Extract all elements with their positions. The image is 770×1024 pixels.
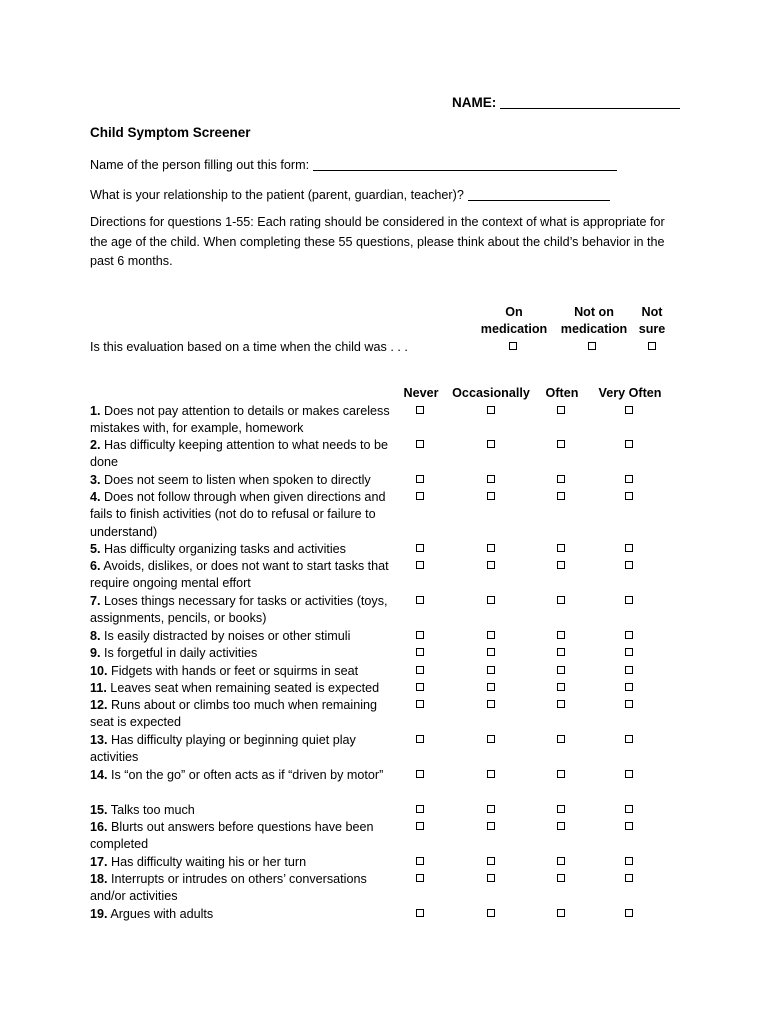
question-4	[90, 489, 390, 541]
question-number: 19.	[90, 907, 108, 921]
q16-checkbox-never[interactable]	[416, 822, 424, 830]
q1-checkbox-very-often[interactable]	[625, 406, 633, 414]
question-12	[90, 697, 390, 732]
question-2	[90, 437, 390, 472]
q10-checkbox-occasionally[interactable]	[487, 666, 495, 674]
relationship-row	[90, 186, 610, 204]
q4-checkbox-often[interactable]	[557, 492, 565, 500]
evaluation-question: Is this evaluation based on a time when the child was . . .	[90, 340, 408, 354]
q4-checkbox-very-often[interactable]	[625, 492, 633, 500]
question-18	[90, 871, 390, 906]
q3-checkbox-occasionally[interactable]	[487, 475, 495, 483]
directions-text: Directions for questions 1-55: Each rating should be considered in the context of what is appropriate for the age of the child. When completing these 55 questions, please think about the child’s behavior in the past 6 months.	[90, 215, 665, 268]
q17-checkbox-never[interactable]	[416, 857, 424, 865]
q11-checkbox-occasionally[interactable]	[487, 683, 495, 691]
q17-checkbox-often[interactable]	[557, 857, 565, 865]
q3-checkbox-often[interactable]	[557, 475, 565, 483]
q18-checkbox-very-often[interactable]	[625, 874, 633, 882]
q7-checkbox-never[interactable]	[416, 596, 424, 604]
q18-checkbox-never[interactable]	[416, 874, 424, 882]
q12-checkbox-occasionally[interactable]	[487, 700, 495, 708]
question-number: 14.	[90, 768, 108, 782]
q6-checkbox-very-often[interactable]	[625, 561, 633, 569]
question-text: Fidgets with hands or feet or squirms in seat	[107, 664, 359, 678]
question-1	[90, 403, 390, 438]
q10-checkbox-often[interactable]	[557, 666, 565, 674]
q12-checkbox-very-often[interactable]	[625, 700, 633, 708]
q4-checkbox-never[interactable]	[416, 492, 424, 500]
question-number: 17.	[90, 855, 108, 869]
question-text: Has difficulty keeping attention to what needs to be done	[90, 438, 389, 470]
q15-checkbox-often[interactable]	[557, 805, 565, 813]
eval-checkbox-not-sure[interactable]	[648, 342, 656, 350]
q2-checkbox-often[interactable]	[557, 440, 565, 448]
question-6	[90, 558, 390, 593]
q13-checkbox-occasionally[interactable]	[487, 735, 495, 743]
question-8	[90, 628, 390, 645]
rating-header-often: Often	[545, 386, 579, 400]
question-text: Loses things necessary for tasks or activities (toys, assignments, pencils, or books)	[90, 594, 388, 626]
question-text: Avoids, dislikes, or does not want to start tasks that require ongoing mental effort	[90, 559, 389, 591]
q7-checkbox-very-often[interactable]	[625, 596, 633, 604]
question-text: Is forgetful in daily activities	[100, 646, 258, 660]
q9-checkbox-occasionally[interactable]	[487, 648, 495, 656]
eval-checkbox-not-on-medication[interactable]	[588, 342, 596, 350]
q15-checkbox-never[interactable]	[416, 805, 424, 813]
q10-checkbox-very-often[interactable]	[625, 666, 633, 674]
rating-header-never: Never	[403, 386, 439, 400]
q15-checkbox-occasionally[interactable]	[487, 805, 495, 813]
question-text: Is easily distracted by noises or other stimuli	[100, 629, 351, 643]
question-number: 5.	[90, 542, 101, 556]
q5-checkbox-never[interactable]	[416, 544, 424, 552]
q13-checkbox-very-often[interactable]	[625, 735, 633, 743]
q14-checkbox-often[interactable]	[557, 770, 565, 778]
question-7	[90, 593, 390, 628]
q19-checkbox-never[interactable]	[416, 909, 424, 917]
question-number: 3.	[90, 473, 101, 487]
question-number: 9.	[90, 646, 101, 660]
q1-checkbox-often[interactable]	[557, 406, 565, 414]
question-text: Leaves seat when remaining seated is expected	[106, 681, 380, 695]
question-text: Is “on the go” or often acts as if “driven by motor”	[107, 768, 384, 782]
q1-checkbox-never[interactable]	[416, 406, 424, 414]
q14-checkbox-very-often[interactable]	[625, 770, 633, 778]
q6-checkbox-often[interactable]	[557, 561, 565, 569]
q18-checkbox-occasionally[interactable]	[487, 874, 495, 882]
q11-checkbox-often[interactable]	[557, 683, 565, 691]
q2-checkbox-very-often[interactable]	[625, 440, 633, 448]
q12-checkbox-often[interactable]	[557, 700, 565, 708]
q16-checkbox-very-often[interactable]	[625, 822, 633, 830]
q2-checkbox-occasionally[interactable]	[487, 440, 495, 448]
eval-checkbox-on-medication[interactable]	[509, 342, 517, 350]
question-16	[90, 819, 390, 854]
q8-checkbox-often[interactable]	[557, 631, 565, 639]
q8-checkbox-occasionally[interactable]	[487, 631, 495, 639]
question-text: Does not seem to listen when spoken to directly	[100, 473, 371, 487]
q1-checkbox-occasionally[interactable]	[487, 406, 495, 414]
q4-checkbox-occasionally[interactable]	[487, 492, 495, 500]
question-17	[90, 854, 390, 871]
question-number: 11.	[90, 681, 107, 695]
q2-checkbox-never[interactable]	[416, 440, 424, 448]
question-number: 7.	[90, 594, 101, 608]
q19-checkbox-occasionally[interactable]	[487, 909, 495, 917]
q5-checkbox-often[interactable]	[557, 544, 565, 552]
filler-name-input-line[interactable]	[313, 156, 617, 171]
q16-checkbox-often[interactable]	[557, 822, 565, 830]
question-text: Has difficulty organizing tasks and activities	[100, 542, 346, 556]
q6-checkbox-never[interactable]	[416, 561, 424, 569]
filler-name-label: Name of the person filling out this form:	[90, 158, 310, 172]
form-title: Child Symptom Screener	[90, 125, 251, 140]
filler-name-row	[90, 156, 617, 174]
question-13	[90, 732, 390, 767]
question-14	[90, 767, 390, 784]
rating-header-occasionally: Occasionally	[452, 386, 530, 400]
q19-checkbox-often[interactable]	[557, 909, 565, 917]
question-number: 8.	[90, 629, 101, 643]
q8-checkbox-never[interactable]	[416, 631, 424, 639]
q16-checkbox-occasionally[interactable]	[487, 822, 495, 830]
q8-checkbox-very-often[interactable]	[625, 631, 633, 639]
q5-checkbox-occasionally[interactable]	[487, 544, 495, 552]
question-number: 12.	[90, 698, 108, 712]
question-number: 1.	[90, 404, 101, 418]
q18-checkbox-often[interactable]	[557, 874, 565, 882]
question-text: Has difficulty playing or beginning quiet play activities	[90, 733, 356, 765]
name-input-line[interactable]	[500, 94, 680, 109]
q15-checkbox-very-often[interactable]	[625, 805, 633, 813]
eval-option-not-sure: Not sure	[638, 305, 666, 337]
q9-checkbox-often[interactable]	[557, 648, 565, 656]
question-text: Interrupts or intrudes on others’ conversations and/or activities	[90, 872, 367, 904]
q9-checkbox-very-often[interactable]	[625, 648, 633, 656]
q14-checkbox-never[interactable]	[416, 770, 424, 778]
rating-header-very-often: Very Often	[598, 386, 662, 400]
q7-checkbox-occasionally[interactable]	[487, 596, 495, 604]
question-number: 16.	[90, 820, 108, 834]
q3-checkbox-never[interactable]	[416, 475, 424, 483]
question-number: 13.	[90, 733, 108, 747]
q12-checkbox-never[interactable]	[416, 700, 424, 708]
eval-option-not-on-medication: Not on medication	[560, 305, 628, 337]
question-11	[90, 680, 390, 697]
question-number: 2.	[90, 438, 101, 452]
question-19	[90, 906, 390, 923]
q6-checkbox-occasionally[interactable]	[487, 561, 495, 569]
question-text: Blurts out answers before questions have been completed	[90, 820, 374, 852]
question-number: 6.	[90, 559, 101, 573]
q7-checkbox-often[interactable]	[557, 596, 565, 604]
q9-checkbox-never[interactable]	[416, 648, 424, 656]
name-label: NAME:	[452, 95, 497, 110]
question-15	[90, 802, 390, 819]
q13-checkbox-often[interactable]	[557, 735, 565, 743]
relationship-input-line[interactable]	[468, 186, 610, 201]
question-10	[90, 663, 390, 680]
q11-checkbox-never[interactable]	[416, 683, 424, 691]
q10-checkbox-never[interactable]	[416, 666, 424, 674]
relationship-label: What is your relationship to the patient (parent, guardian, teacher)?	[90, 188, 464, 202]
question-text: Has difficulty waiting his or her turn	[107, 855, 307, 869]
question-text: Does not follow through when given directions and fails to finish activities (not do to refusal or failure to understand)	[90, 490, 386, 539]
question-text: Talks too much	[107, 803, 195, 817]
question-number: 15.	[90, 803, 108, 817]
question-9	[90, 645, 390, 662]
q17-checkbox-occasionally[interactable]	[487, 857, 495, 865]
question-number: 10.	[90, 664, 108, 678]
question-3	[90, 472, 390, 489]
eval-option-on-medication: On medication	[480, 305, 548, 337]
q11-checkbox-very-often[interactable]	[625, 683, 633, 691]
q5-checkbox-very-often[interactable]	[625, 544, 633, 552]
q3-checkbox-very-often[interactable]	[625, 475, 633, 483]
question-number: 4.	[90, 490, 101, 504]
q13-checkbox-never[interactable]	[416, 735, 424, 743]
question-number: 18.	[90, 872, 108, 886]
question-5	[90, 541, 390, 558]
question-text: Does not pay attention to details or makes careless mistakes with, for example, homework	[90, 404, 390, 436]
question-text: Runs about or climbs too much when remaining seat is expected	[90, 698, 378, 730]
question-text: Argues with adults	[107, 907, 214, 921]
name-field	[452, 94, 680, 111]
q17-checkbox-very-often[interactable]	[625, 857, 633, 865]
q14-checkbox-occasionally[interactable]	[487, 770, 495, 778]
q19-checkbox-very-often[interactable]	[625, 909, 633, 917]
